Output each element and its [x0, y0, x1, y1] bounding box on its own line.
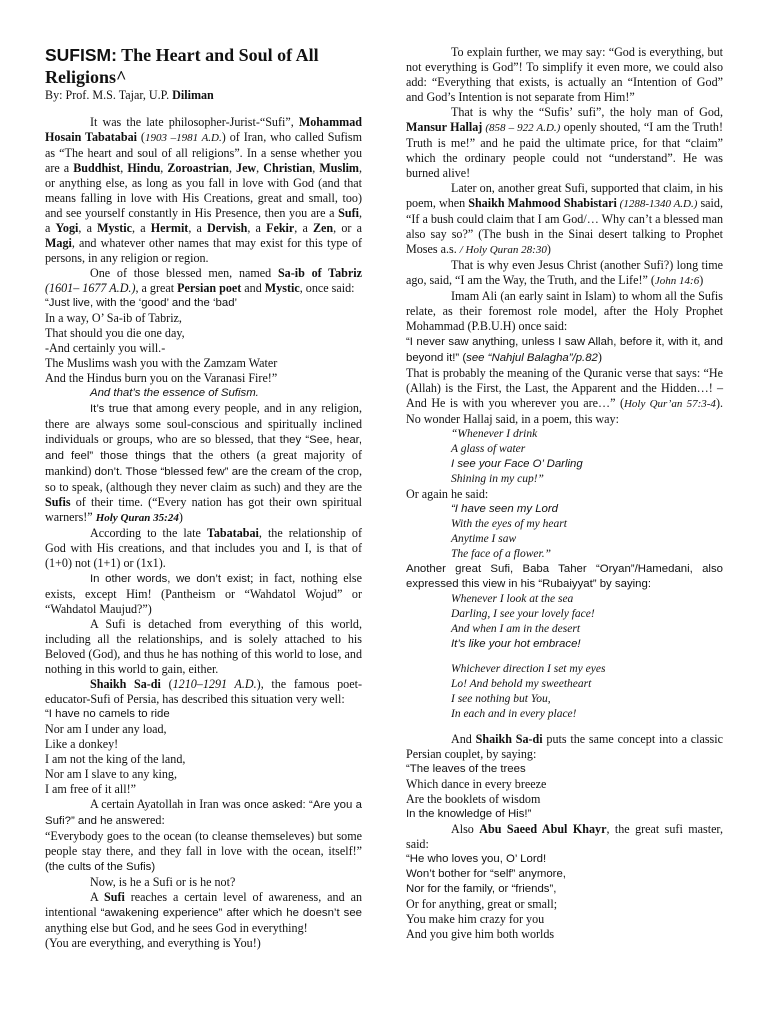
text-run: , — [120, 161, 128, 175]
text-run: , a — [45, 206, 362, 235]
text-run: puts the same concept into a classic Persian couplet, by saying: — [406, 732, 723, 761]
text-run: Imam Ali (an early saint in Islam) to whom all the Sufis relate, as their foremost role model, after the Holy Prophet Mohammad (P.B.U.H) once said: — [406, 289, 723, 333]
text-run: the others (a great majority of mankind) — [45, 448, 362, 478]
text-run: ) — [546, 242, 551, 256]
essence-line: And that’s the essence of Sufism. — [90, 387, 259, 399]
poem-line: Anytime I saw — [451, 533, 517, 545]
nahjul-ref: see “Nahjul Balagha”/p.82 — [466, 352, 598, 364]
poem-line: And the Hindus burn you on the Varanasi Fire!” — [45, 371, 278, 385]
dates: (1601– 1677 A.D.) — [45, 281, 136, 295]
text-run: ( — [137, 130, 145, 144]
dates: (1288-1340 A.D.) — [616, 198, 698, 210]
text-run: , a — [247, 221, 267, 235]
text-run: , — [228, 161, 237, 175]
term-muslim: Muslim — [319, 161, 360, 175]
term-mystic: Mystic — [97, 221, 133, 235]
term-zoroastrian: Zoroastrian — [167, 161, 229, 175]
right-column — [406, 45, 723, 942]
dates: (858 – 922 A.D.) — [482, 122, 561, 134]
text-run: , a — [132, 221, 151, 235]
text-run: A — [90, 890, 104, 904]
poem-abu-saeed — [406, 852, 723, 942]
name-saib: Sa-ib of Tabriz — [277, 266, 362, 280]
or-again-line: Or again he said: — [406, 487, 489, 501]
text-run: ). No wonder Hallaj said, in a poem, this way: — [406, 396, 723, 426]
text-run: , a — [188, 221, 208, 235]
text-run: openly shouted, “I am the Truth! Truth is me!” and he paid the ultimate price, for that “claim” which the ordinary people could not “understand”. He was burned alive! — [406, 120, 723, 180]
term-zen: Zen — [312, 221, 334, 235]
term-mystic: Mystic — [264, 281, 300, 295]
poem-line: In a way, O’ Sa-ib of Tabriz, — [45, 311, 182, 325]
text-run: don’t. Those “blessed few” are the cream of the — [94, 466, 335, 478]
term-dervish: Dervish — [207, 221, 248, 235]
paragraph-quranic-verse — [406, 366, 723, 427]
poem-line: In the knowledge of His!” — [406, 808, 532, 820]
text-run: , once said: — [299, 281, 355, 295]
paragraph-ayatollah — [45, 797, 362, 829]
paragraph-closing: (You are everything, and everything is You!) — [45, 936, 261, 950]
poem-line: And when I am in the desert — [451, 623, 581, 635]
text-run: , a — [78, 221, 98, 235]
text-run: In other words, we don’t exist — [90, 573, 251, 585]
term-christian: Christian — [263, 161, 313, 175]
text-run: once asked: “Are you a Sufi?” and he — [45, 799, 363, 827]
stanza-gap — [406, 722, 723, 732]
poem-line: The face of a flower.” — [451, 548, 551, 560]
text-run: “Everybody goes to the ocean (to cleanse themseleves) but some people stay there, and they fall in love with the ocean, itself!” — [45, 829, 362, 858]
text-run: ) of Iran, who called Sufism as “The heart and soul of all religions”. In a sense whether you are a — [45, 130, 362, 175]
poem-hallaj-2 — [406, 502, 723, 562]
term-hindu: Hindu — [127, 161, 161, 175]
poem-line: I see nothing but You, — [451, 693, 551, 705]
name-hallaj: Mansur Hallaj — [406, 120, 483, 134]
poem-line: Won’t bother for “self” anymore, — [406, 868, 566, 880]
term-sufis: Sufis — [45, 495, 71, 509]
text-run: , the relationship of God with His creations, and that includes you and I, is that of (1+0) not (1+1) or (1x1). — [45, 526, 362, 570]
text-run: said, “If a bush could claim that I am God/… Why can’t a blessed man also say so?” (The bush in the Sinai desert talking to Prophet Moses a.s. — [406, 196, 723, 256]
name-shabistari: Shaikh Mahmood Shabistari — [468, 196, 617, 210]
name-sadi: Shaikh Sa-di — [475, 732, 543, 746]
text-run: answered: — [112, 813, 165, 827]
text-run: ) — [597, 350, 602, 364]
title-rest: The Heart and Soul of All Religions^ — [45, 45, 319, 87]
poem-baba-taher-1 — [406, 592, 723, 652]
poem-line: Shining in my cup!” — [451, 473, 544, 485]
text-run: ) — [178, 510, 183, 524]
poem-baba-taher-2 — [406, 662, 723, 722]
quran-ref: Holy Quran 35:24 — [95, 512, 179, 524]
term-magi: Magi — [45, 236, 72, 250]
paragraph-ocean — [45, 829, 362, 875]
poem-line: Are the booklets of wisdom — [406, 792, 541, 806]
poem-line: That should you die one day, — [45, 326, 185, 340]
text-run: crop, so to speak, (although they never claim as such) and they are the — [45, 464, 362, 494]
poem-line: Which dance in every breeze — [406, 777, 547, 791]
text-run: , — [312, 161, 320, 175]
poem-line: “I have no camels to ride — [45, 708, 170, 720]
paragraph-sadi-couplet — [406, 732, 723, 762]
paragraph-awareness — [45, 890, 362, 936]
text-run: And — [451, 732, 476, 746]
text-run: Also — [451, 822, 480, 836]
poem-line: You make him crazy for you — [406, 912, 545, 926]
paragraph-imam-ali-quote — [406, 334, 723, 366]
text-run: and — [241, 281, 265, 295]
poem-line: I am not the king of the land, — [45, 752, 186, 766]
poem-line: “Whenever I drink — [451, 428, 538, 440]
text-run: That is why the “Sufis’ sufi”, the holy man of God, — [451, 105, 723, 119]
poem-line: Lo! And behold my sweetheart — [451, 678, 592, 690]
poem-line: -And certainly you will.- — [45, 341, 166, 355]
paragraph-intro — [45, 115, 362, 266]
text-run: ( — [160, 677, 173, 691]
dates: 1903 –1981 A.D. — [144, 132, 222, 144]
poem-line: “The leaves of the trees — [406, 763, 526, 775]
term-buddhist: Buddhist — [73, 161, 121, 175]
text-run: That is probably the meaning of the Quranic verse that says: “He (Allah) is the First, the Last, the Apparent and the Hidden…! – And He is with you wherever you are…” ( — [406, 366, 723, 410]
paragraph-relationship — [45, 526, 362, 571]
term-persian-poet: Persian poet — [177, 281, 242, 295]
text-run: , or a — [333, 221, 362, 235]
term-fekir: Fekir — [266, 221, 295, 235]
paragraph-jesus — [406, 258, 723, 289]
term-jew: Jew — [236, 161, 257, 175]
paragraph-imam-ali — [406, 289, 723, 334]
quran-ref: Holy Qur’an 57:3-4 — [623, 398, 716, 410]
poem-line: A glass of water — [451, 443, 526, 455]
left-column — [45, 44, 362, 951]
poem-hallaj-1 — [406, 427, 723, 487]
paragraph-abu-saeed — [406, 822, 723, 852]
paragraph-explain: To explain further, we may say: “God is everything, but not everything is God”! To simplify it even more, we could also add: “Everything that exists, is actually an “Intention of God” and God’s Intention is not separate from Him!” — [406, 45, 723, 104]
paragraph-detached: A Sufi is detached from everything of this world, including all the relationships, and is solely attached to his Beloved (God), and thus he has nothing of this world to lose, and nothing in this world to gain, either. — [45, 617, 362, 676]
text-run: “I never saw anything, unless I saw Allah, before it, with it, and beyond it!” ( — [406, 336, 723, 364]
name-sadi: Shaikh Sa-di — [90, 677, 161, 691]
poem-line: Darling, I see your lovely face! — [451, 608, 595, 620]
text-run: reaches a certain level of awareness, and an intentional — [45, 890, 362, 919]
poem-line: In each and in every place! — [451, 708, 577, 720]
poem-line: “He who loves you, O’ Lord! — [406, 853, 547, 865]
text-run: It was the late philosopher-Jurist-“Sufi”, — [90, 115, 299, 129]
paragraph-baba-taher: Another great Sufi, Baba Taher “Oryan”/Hamedani, also expressed this view in his “Rubaiyyat” by saying: — [406, 563, 723, 590]
text-run: among every people, and in any religion, there are always some soul-conscious and spiritually inclined individuals or groups, who are so blessed, that — [45, 401, 362, 446]
poem-line: With the eyes of my heart — [451, 518, 567, 530]
text-run: , a great — [135, 281, 178, 295]
text-run: , the great sufi master, said: — [406, 822, 724, 851]
text-run: , and whatever other names that may exist for this type of persons, in any religion or region. — [45, 236, 362, 265]
text-run: According to the late — [90, 526, 207, 540]
text-run: , — [256, 161, 264, 175]
poem-line: I am free of it all!” — [45, 782, 136, 796]
poem-line: It’s like your hot embrace! — [451, 638, 581, 650]
poem-saib — [45, 296, 362, 386]
text-run: It’s true that — [90, 403, 152, 415]
text-run: “awakening experience” after which he doesn’t see — [100, 907, 362, 919]
poem-line: Like a donkey! — [45, 737, 119, 751]
poem-line: Nor am I slave to any king, — [45, 767, 177, 781]
term-sufi: Sufi — [104, 890, 125, 904]
stanza-gap — [406, 652, 723, 662]
text-run: (the cults of the Sufis) — [45, 861, 156, 873]
dates: 1210–1291 A.D. — [172, 677, 257, 691]
paragraph-true — [45, 401, 362, 526]
paragraph-sadi — [45, 677, 362, 707]
poem-sadi-leaves — [406, 762, 723, 822]
text-run: ; in fact, nothing else exists, except Him! (Pantheism or “Wahdatol Wojud” or “Wahdatol Maujud?”) — [45, 571, 362, 616]
paragraph-saib — [45, 266, 362, 296]
byline-author: By: Prof. M.S. Tajar, U.P. — [45, 88, 173, 102]
text-run: ) — [699, 273, 704, 287]
poem-line: Or for anything, great or small; — [406, 897, 558, 911]
paragraph-shabistari — [406, 181, 723, 258]
poem-line: Nor am I under any load, — [45, 722, 167, 736]
poem-line: Nor for the family, or “friends”, — [406, 883, 557, 895]
text-run: they “See, hear, and feel” those things that — [45, 434, 362, 462]
text-run: One of those blessed men, named — [90, 266, 278, 280]
term-sufi: Sufi — [338, 206, 359, 220]
bible-ref: John 14:6 — [654, 275, 700, 287]
name-abu-saeed: Abu Saeed Abul Khayr — [479, 822, 607, 836]
poem-sadi — [45, 707, 362, 797]
poem-line: Whenever I look at the sea — [451, 593, 574, 605]
title-sufism: SUFISM: — [45, 45, 117, 65]
text-run: ), the famous poet-educator-Sufi of Persia, has described this situation very well: — [45, 677, 362, 706]
paragraph-question: Now, is he a Sufi or is he not? — [90, 875, 236, 889]
text-run: That is why even Jesus Christ (another Sufi?) long time ago, said, “I am the Way, the Truth, and the Life!” ( — [406, 258, 723, 287]
text-run: anything else but God, and he sees God in everything! — [45, 921, 308, 935]
poem-line: “I have seen my Lord — [451, 503, 558, 515]
text-run: A certain Ayatollah in Iran was — [90, 797, 244, 811]
poem-line: “Just live, with the ‘good’ and the ‘bad’ — [45, 297, 238, 309]
term-yogi: Yogi — [55, 221, 79, 235]
text-run: , — [160, 161, 168, 175]
text-run: of their time. (“Every nation has got their own spiritual warners!” — [45, 495, 362, 524]
poem-line: The Muslims wash you with the Zamzam Water — [45, 356, 278, 370]
term-hermit: Hermit — [150, 221, 189, 235]
text-run: Later on, another great Sufi, supported that claim, in his poem, when — [406, 181, 723, 210]
name-tabatabai: Tabatabai — [206, 526, 259, 540]
paragraph-hallaj — [406, 105, 723, 181]
poem-line: And you give him both worlds — [406, 927, 555, 941]
poem-line: I see your Face O’ Darling — [451, 458, 583, 470]
text-run: , or anything else, as long as you fall in love with God (and that means falling in love with His Creations, great and small, too) and see yourself constantly in His Presence, then you are a — [45, 161, 363, 220]
article-title — [45, 44, 362, 88]
quran-ref: / Holy Quran 28:30 — [459, 244, 547, 256]
text-run: , a — [294, 221, 313, 235]
paragraph-other-words — [45, 571, 362, 617]
name-tabatabai: Mohammad Hosain Tabatabai — [45, 115, 362, 144]
byline-place: Diliman — [172, 88, 214, 102]
poem-line: Whichever direction I set my eyes — [451, 663, 606, 675]
byline — [45, 88, 362, 103]
